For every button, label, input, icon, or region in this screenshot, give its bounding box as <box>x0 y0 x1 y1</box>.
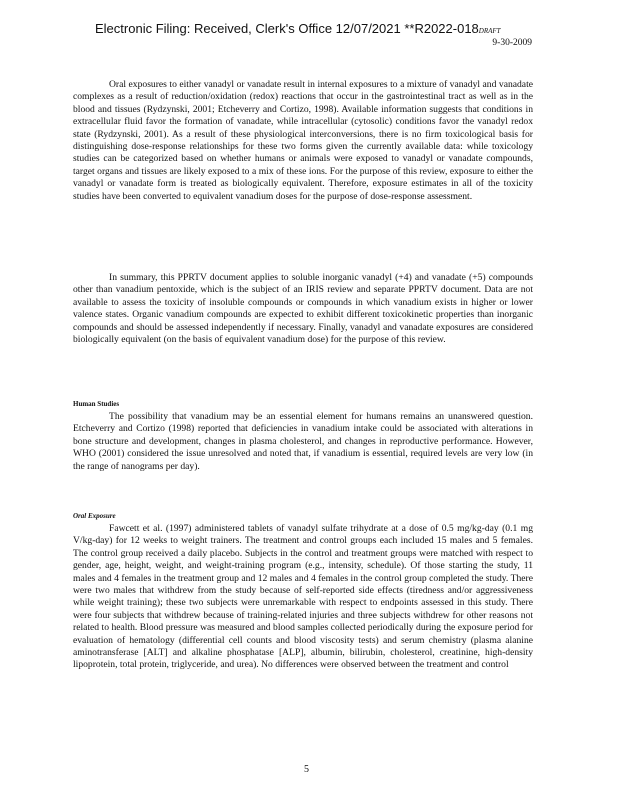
paragraph-fawcett-study <box>73 523 533 672</box>
document-date: 9-30-2009 <box>492 38 532 48</box>
paragraph-text: In summary, this PPRTV document applies to soluble inorganic vanadyl (+4) and vanadate (+5) compounds other than vanadium pentoxide, which is the subject of an IRIS review and separate PPRTV document. Data are not available to assess the toxicity of insoluble compounds or compounds in which vanadium exists in higher or lower valence states. Organic vanadium compounds are expected to exhibit different toxicokinetic properties than inorganic compounds and should be assessed independently if necessary. Finally, vanadyl and vanadate exposures are considered biologically equivalent (on the basis of equivalent vanadium dose) for the purpose of this review. <box>73 272 533 346</box>
paragraph-text: Fawcett et al. (1997) administered tablets of vanadyl sulfate trihydrate at a dose of 0.5 mg/kg-day (0.1 mg V/kg-day) for 12 weeks to weight trainers. The treatment and control groups each included 15 males and 5 females. The control group received a daily placebo. Subjects in the control and treatment groups were matched with respect to gender, age, height, weight, and weight-training program (e.g., intensity, schedule). Of those starting the study, 11 males and 4 females in the treatment group and 12 males and 4 females in the control group completed the study. There were two males that withdrew from the study because of self-reported side effects (tiredness and/or aggressiveness while weight training); these two subjects were unremarkable with respect to endpoints assessed in this study. There were four subjects that withdrew because of training-related injuries and three subjects withdrew for other reasons not related to health. Blood pressure was measured and blood samples collected periodically during the exposure period for evaluation of hematology (differential cell counts and blood viscosity tests) and serum chemistry (plasma alanine aminotransferase [ALT] and alkaline phosphatase [ALP], albumin, bilirubin, cholesterol, creatinine, high-density lipoprotein, total protein, triglyceride, and urea). No differences were observed between the treatment and control <box>73 523 533 671</box>
section-heading-human-studies: Human Studies <box>73 400 120 408</box>
draft-tag: DRAFT <box>478 27 501 35</box>
paragraph-text: The possibility that vanadium may be an essential element for humans remains an unanswered question. Etcheverry and Cortizo (1998) reported that deficiencies in vanadium intake could be associated with alterations in bone structure and development, changes in plasma cholesterol, and changes in reproductive performance. However, WHO (2001) considered the issue unresolved and noted that, if vanadium is essential, required levels are very low (in the range of nanograms per day). <box>73 411 533 472</box>
paragraph-text: Oral exposures to either vanadyl or vanadate result in internal exposures to a mixture of vanadyl and vanadate complexes as a result of reduction/oxidation (redox) reactions that occur in the gastrointestinal tract as well as in the blood and tissues (Rydzynski, 2001; Etcheverry and Cortizo, 1998). Available information suggests that conditions in extracellular fluid favor the formation of vanadate, while intracellular (cytosolic) conditions favor the vanadyl redox state (Rydzynski, 2001). As a result of these physiological interconversions, there is no firm toxicological basis for distinguishing dose-response relationships for these two forms given the currently available data: while toxicology studies can be categorized based on whether humans or animals were exposed to vanadyl or vanadate compounds, target organs and tissues are likely exposed to a mix of these ions. For the purpose of this review, exposure to either the vanadyl or vanadate form is treated as biologically equivalent. Therefore, exposure estimates in all of the toxicity studies have been converted to equivalent vanadium doses for the purpose of dose-response assessment. <box>73 79 533 202</box>
filing-stamp <box>95 21 501 36</box>
paragraph-summary <box>73 272 533 346</box>
filing-stamp-text: Electronic Filing: Received, Clerk's Office 12/07/2021 **R2022-018 <box>95 21 479 36</box>
paragraph-redox <box>73 79 533 203</box>
page-number: 5 <box>304 764 309 775</box>
section-heading-oral-exposure: Oral Exposure <box>73 512 116 520</box>
paragraph-essentiality <box>73 411 533 473</box>
